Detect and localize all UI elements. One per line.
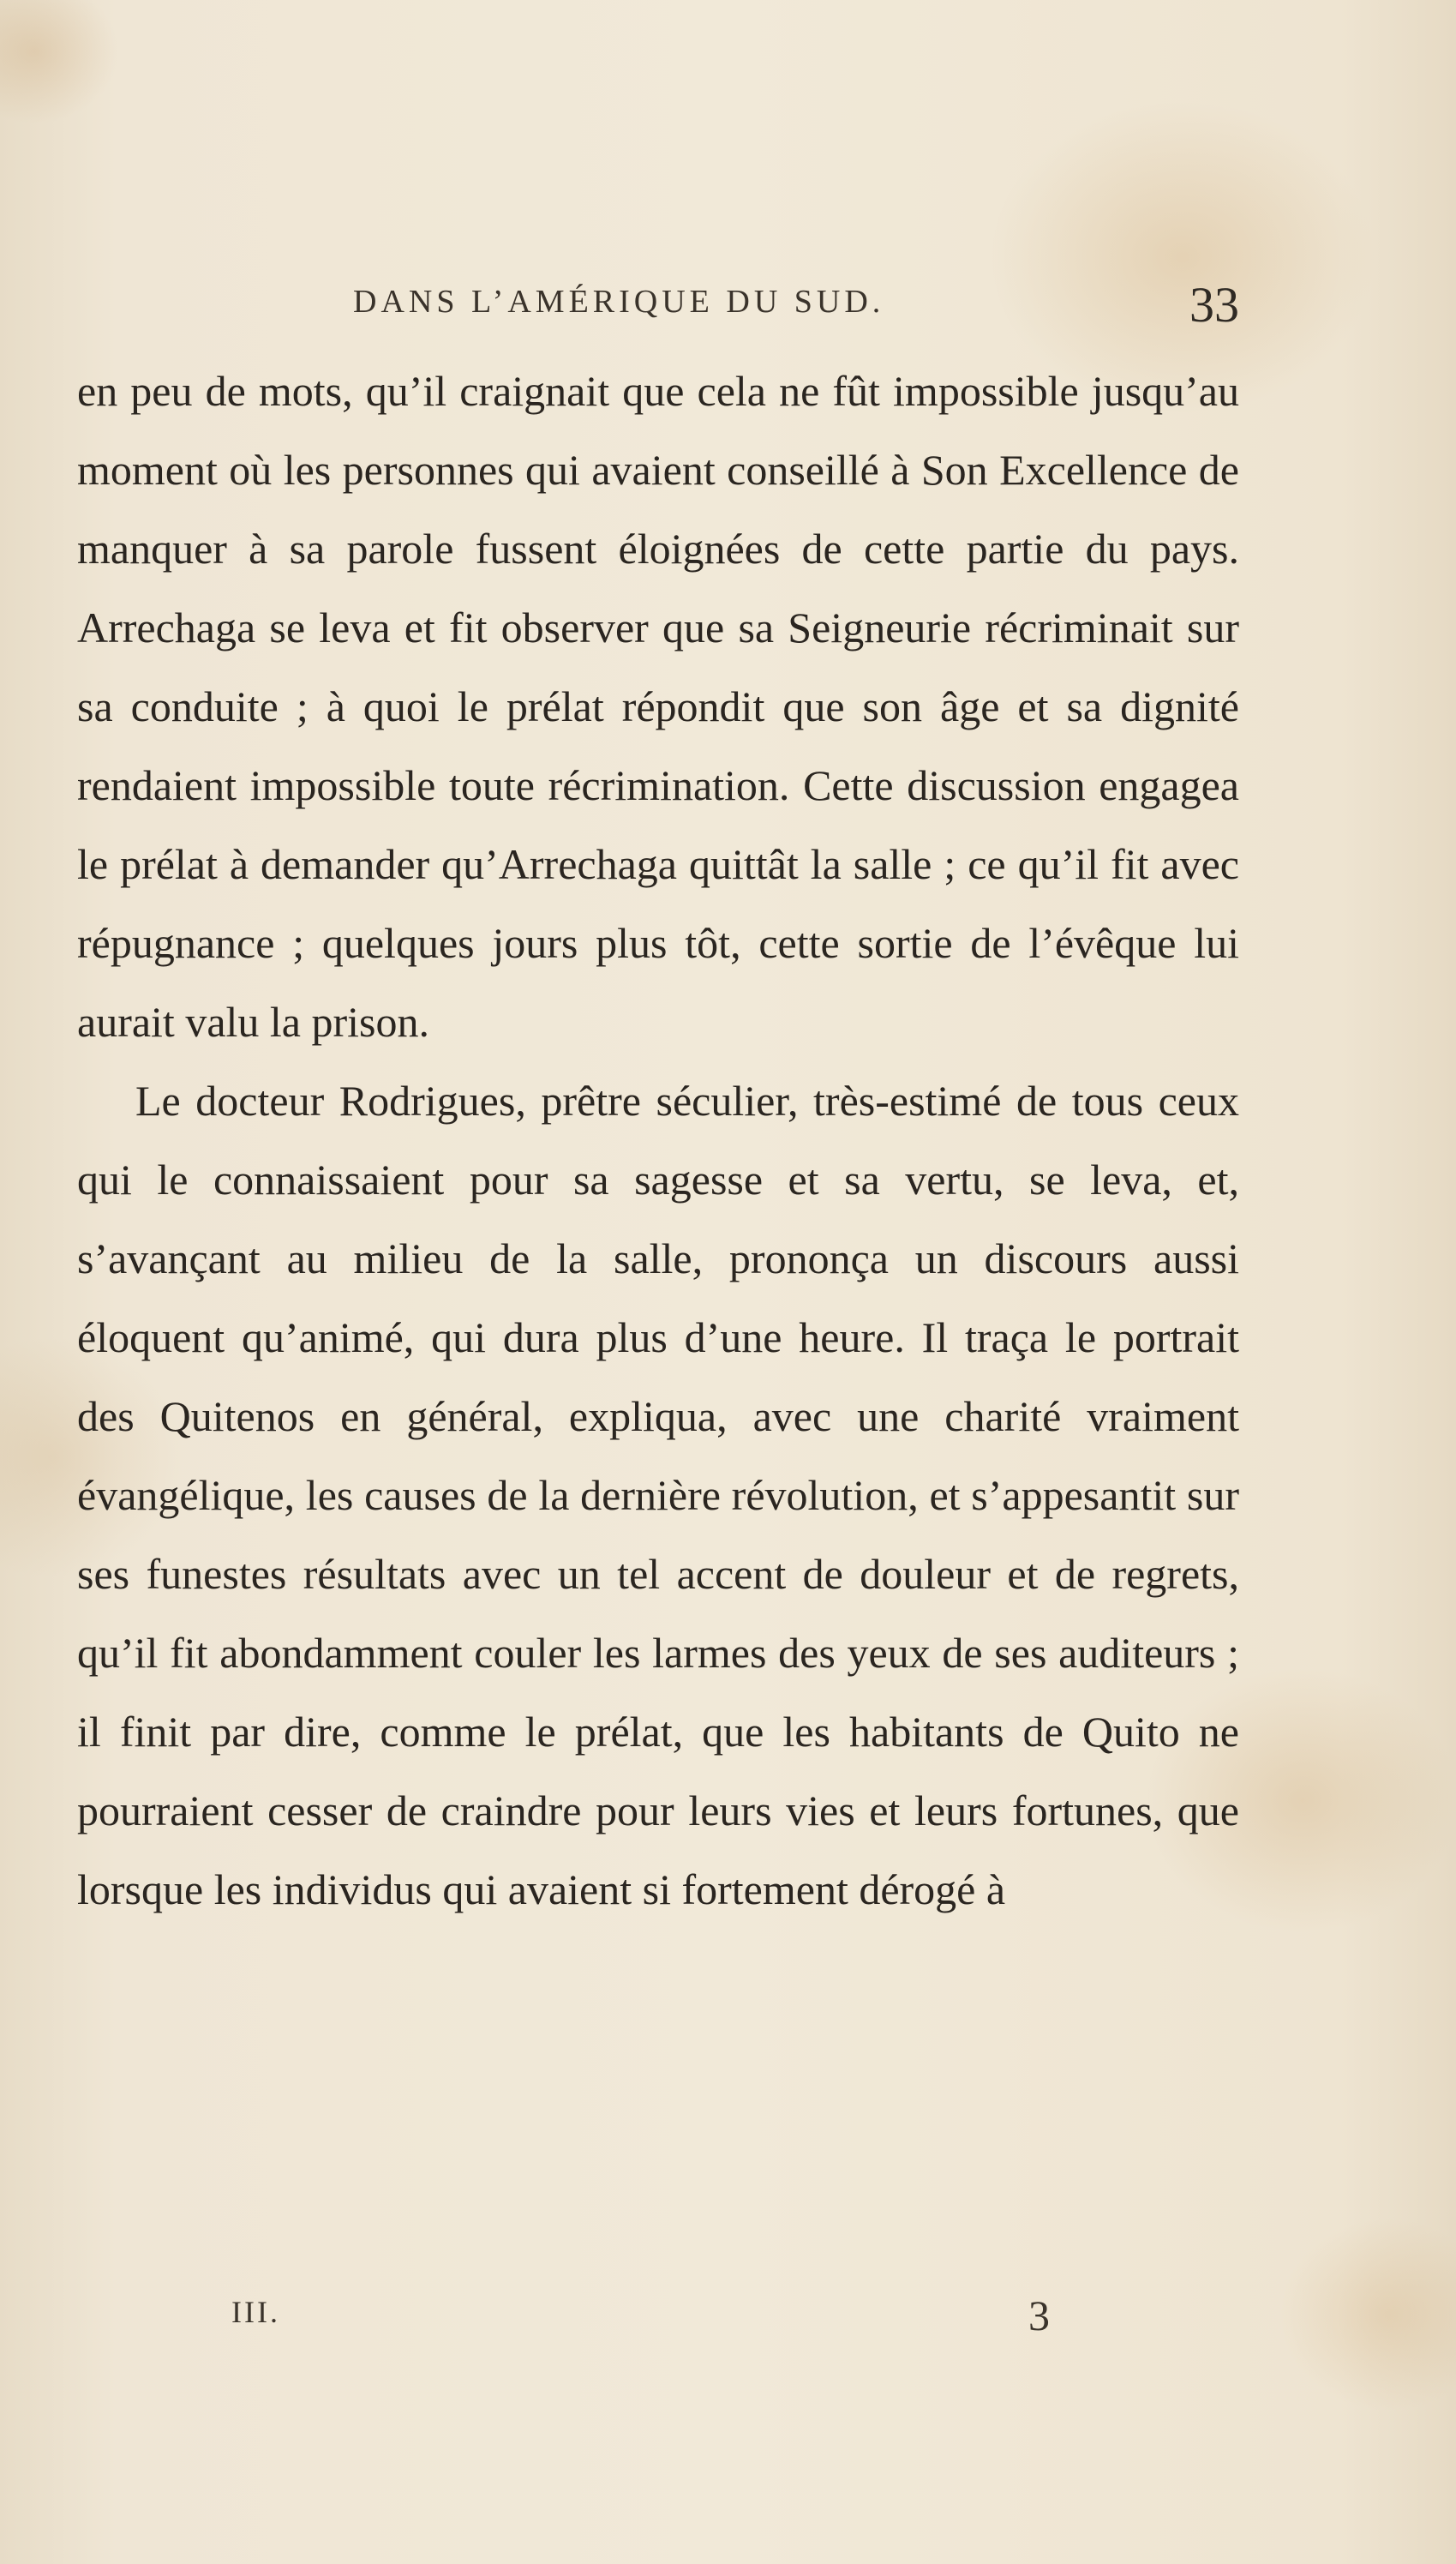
body-text [77,351,1239,1929]
running-title: DANS L’AMÉRIQUE DU SUD. [353,284,885,320]
paragraph-1: en peu de mots, qu’il craignait que cela ne fût impossible jusqu’au moment où les personnes qui avaient conseillé à Son Excellence de manquer à sa parole fussent éloignées de cette partie du pays. Arrechaga se leva et fit observer que sa Seigneurie récriminait sur sa conduite ; à quoi le prélat répondit que son âge et sa dignité rendaient impossible toute récrimination. Cette discussion engagea le prélat à demander qu’Arrechaga quittât la salle ; ce qu’il fit avec répugnance ; quelques jours plus tôt, cette sortie de l’évêque lui aurait valu la prison. [77,367,1239,1046]
running-head [77,276,1239,336]
page-footer [77,2291,1239,2351]
page-number: 33 [1189,277,1239,333]
paragraph-2: Le docteur Rodrigues, prêtre séculier, très-estimé de tous ceux qui le connaissaient pour sa sagesse et sa vertu, se leva, et, s’avançant au milieu de la salle, prononça un discours aussi éloquent qu’animé, qui dura plus d’une heure. Il traça le portrait des Quitenos en général, expliqua, avec une charité vraiment évangélique, les causes de la dernière révolution, et s’appesantit sur ses funestes résultats avec un tel accent de douleur et de regrets, qu’il fit abondamment couler les larmes des yeux de ses auditeurs ; il finit par dire, comme le prélat, que les habitants de Quito ne pourraient cesser de craindre pour leurs vies et leurs fortunes, que lorsque les individus qui avaient si fortement dérogé à [77,1077,1239,1913]
volume-marker: III. [231,2295,280,2329]
signature-mark: 3 [1028,2291,1050,2339]
